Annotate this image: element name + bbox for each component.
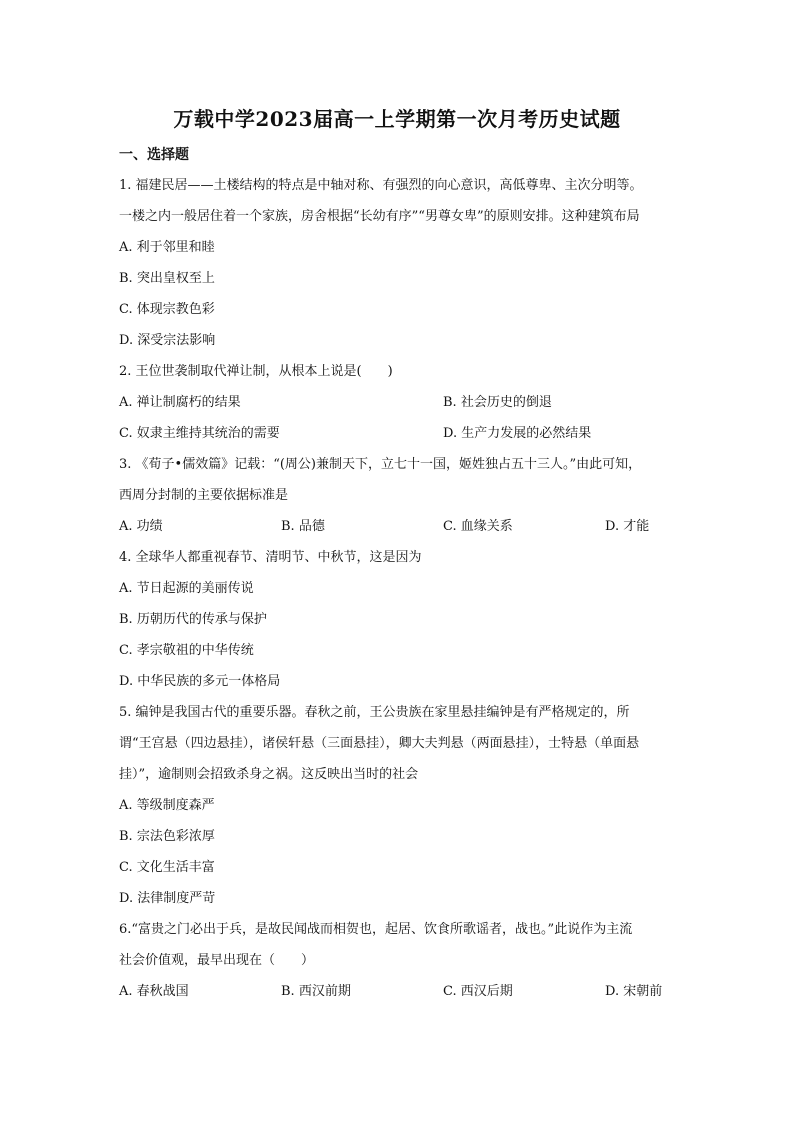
option-b: B. 品德	[281, 519, 325, 534]
option-c: C. 体现宗教色彩	[119, 302, 215, 317]
question-text: “富贵之门必出于兵，是故民闻战而相贺也，起居、饮食所歌谣者，战也。”此说作为主流	[131, 922, 633, 937]
question-text: 《荀子•儒效篇》记载：“(周公)兼制天下，立七十一国，姬姓独占五十三人。”由此可知，	[135, 457, 642, 472]
question-2	[119, 356, 679, 449]
option-a: A. 节日起源的美丽传说	[119, 581, 254, 596]
option-d: D. 生产力发展的必然结果	[443, 426, 592, 441]
question-text: 编钟是我国古代的重要乐器。春秋之前，王公贵族在家里悬挂编钟是有严格规定的，所	[135, 705, 630, 720]
question-text: 一楼之内一般居住着一个家族，房舍根据“长幼有序”“男尊女卑”的原则安排。这种建筑布局	[119, 209, 640, 224]
option-d: D. 深受宗法影响	[119, 333, 216, 348]
question-number: 3.	[119, 457, 132, 472]
option-c: C. 血缘关系	[443, 519, 513, 534]
question-text: 社会价值观，最早出现在（ ）	[119, 953, 315, 968]
question-text: 王位世袭制取代禅让制，从根本上说是( )	[135, 364, 393, 379]
page-title: 万载中学2023届高一上学期第一次月考历史试题	[173, 107, 621, 131]
option-d: D. 中华民族的多元一体格局	[119, 674, 281, 689]
question-number: 6.	[119, 922, 132, 937]
question-text: 谓“王宫悬（四边悬挂），诸侯轩悬（三面悬挂），卿大夫判悬（两面悬挂），士特悬（单面悬	[119, 736, 640, 751]
options-row	[119, 418, 679, 449]
question-number: 1.	[119, 178, 132, 193]
option-a: A. 禅让制腐朽的结果	[119, 395, 241, 410]
question-4	[119, 542, 679, 697]
option-a: A. 功绩	[119, 519, 163, 534]
option-d: D. 宋朝前	[605, 984, 663, 999]
option-d: D. 法律制度严苛	[119, 891, 216, 906]
question-list	[119, 170, 679, 1007]
question-5	[119, 697, 679, 914]
option-b: B. 宗法色彩浓厚	[119, 829, 215, 844]
option-c: C. 孝宗敬祖的中华传统	[119, 643, 254, 658]
option-c: C. 奴隶主维持其统治的需要	[119, 426, 280, 441]
section-heading: 一、选择题	[119, 147, 189, 163]
question-text: 挂）”，逾制则会招致杀身之祸。这反映出当时的社会	[119, 767, 419, 782]
options-row	[119, 387, 679, 418]
option-c: C. 西汉后期	[443, 984, 513, 999]
question-3	[119, 449, 679, 542]
question-number: 2.	[119, 364, 132, 379]
question-number: 5.	[119, 705, 132, 720]
question-text: 全球华人都重视春节、清明节、中秋节，这是因为	[135, 550, 422, 565]
question-text: 西周分封制的主要依据标准是	[119, 488, 289, 503]
option-d: D. 才能	[605, 519, 650, 534]
option-b: B. 突出皇权至上	[119, 271, 215, 286]
question-1	[119, 170, 679, 356]
option-a: A. 等级制度森严	[119, 798, 215, 813]
options-row	[119, 511, 679, 542]
option-b: B. 西汉前期	[281, 984, 351, 999]
option-a: A. 利于邻里和睦	[119, 240, 215, 255]
option-b: B. 社会历史的倒退	[443, 395, 552, 410]
question-6	[119, 914, 679, 1007]
option-a: A. 春秋战国	[119, 984, 189, 999]
question-text: 福建民居——土楼结构的特点是中轴对称、有强烈的向心意识，高低尊卑、主次分明等。	[135, 178, 643, 193]
options-row	[119, 976, 679, 1007]
option-c: C. 文化生活丰富	[119, 860, 215, 875]
option-b: B. 历朝历代的传承与保护	[119, 612, 267, 627]
question-number: 4.	[119, 550, 132, 565]
